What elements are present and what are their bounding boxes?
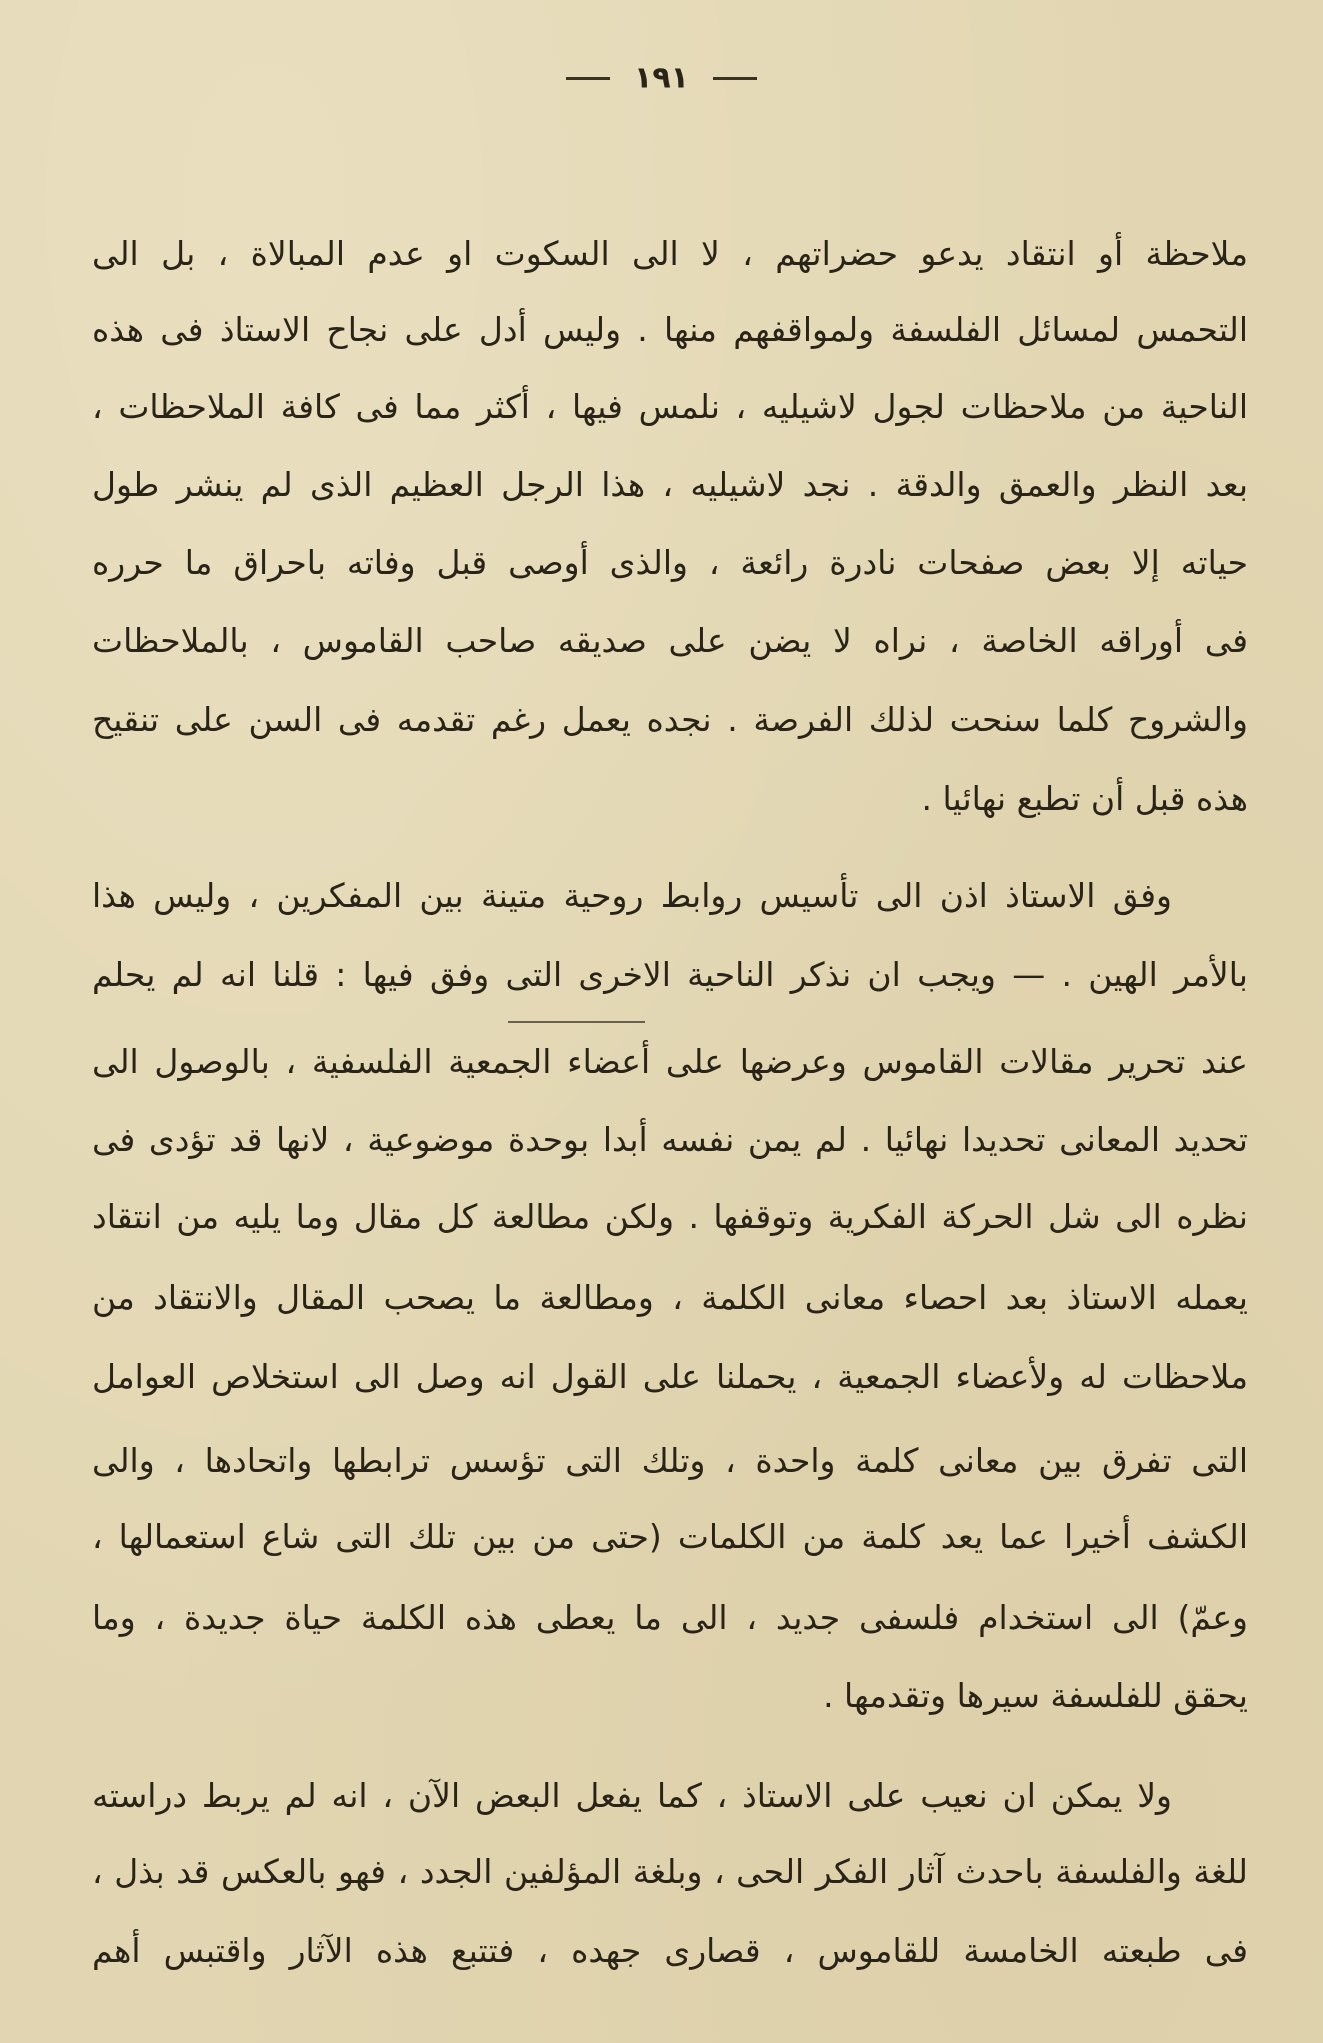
text-line: عند تحرير مقالات القاموس وعرضها على أعضاء الجمعية الفلسفية ، بالوصول الى <box>92 1042 1248 1081</box>
text-line: فى طبعته الخامسة للقاموس ، قصارى جهده ، فتتبع هذه الآثار واقتبس أهم <box>92 1931 1248 1970</box>
text-line: وعمّ) الى استخدام فلسفى جديد ، الى ما يعطى هذه الكلمة حياة جديدة ، وما <box>92 1598 1248 1637</box>
page-number-header <box>0 58 1323 99</box>
pencil-underline-mark <box>508 1021 645 1023</box>
text-line: يحقق للفلسفة سيرها وتقدمها . <box>823 1676 1248 1715</box>
text-line: تحديد المعانى تحديدا نهائيا . لم يمن نفسه أبدا بوحدة موضوعية ، لانها قد تؤدى فى <box>92 1120 1248 1159</box>
text-line: ملاحظة أو انتقاد يدعو حضراتهم ، لا الى السكوت او عدم المبالاة ، بل الى <box>92 234 1248 273</box>
text-line: الناحية من ملاحظات لجول لاشيليه ، نلمس فيها ، أكثر مما فى كافة الملاحظات ، <box>92 387 1248 426</box>
header-dash-left <box>566 77 610 80</box>
text-line: للغة والفلسفة باحدث آثار الفكر الحى ، وبلغة المؤلفين الجدد ، فهو بالعكس قد بذل ، <box>92 1852 1248 1891</box>
text-line: والشروح كلما سنحت لذلك الفرصة . نجده يعمل رغم تقدمه فى السن على تنقيح <box>92 700 1248 739</box>
text-line: هذه قبل أن تطبع نهائيا . <box>921 779 1248 818</box>
text-line: الكشف أخيرا عما يعد كلمة من الكلمات (حتى من بين تلك التى شاع استعمالها ، <box>92 1517 1248 1556</box>
text-line: وفق الاستاذ اذن الى تأسيس روابط روحية متينة بين المفكرين ، وليس هذا <box>92 876 1172 915</box>
text-line: التى تفرق بين معانى كلمة واحدة ، وتلك التى تؤسس ترابطها واتحادها ، والى <box>92 1441 1248 1480</box>
header-dash-right <box>713 77 757 80</box>
text-line: ولا يمكن ان نعيب على الاستاذ ، كما يفعل البعض الآن ، انه لم يربط دراسته <box>92 1776 1172 1815</box>
text-line: التحمس لمسائل الفلسفة ولمواقفهم منها . وليس أدل على نجاح الاستاذ فى هذه <box>92 310 1248 349</box>
page-number: ١٩١ <box>634 60 689 96</box>
text-line: ملاحظات له ولأعضاء الجمعية ، يحملنا على القول انه وصل الى استخلاص العوامل <box>92 1357 1248 1396</box>
text-line: حياته إلا بعض صفحات نادرة رائعة ، والذى أوصى قبل وفاته باحراق ما حرره <box>92 543 1248 582</box>
text-line: بالأمر الهين . — ويجب ان نذكر الناحية الاخرى التى وفق فيها : قلنا انه لم يحلم <box>92 955 1248 994</box>
text-line: يعمله الاستاذ بعد احصاء معانى الكلمة ، ومطالعة ما يصحب المقال والانتقاد من <box>92 1278 1248 1317</box>
text-line: بعد النظر والعمق والدقة . نجد لاشيليه ، هذا الرجل العظيم الذى لم ينشر طول <box>92 465 1248 504</box>
text-line: نظره الى شل الحركة الفكرية وتوقفها . ولكن مطالعة كل مقال وما يليه من انتقاد <box>92 1197 1248 1236</box>
text-line: فى أوراقه الخاصة ، نراه لا يضن على صديقه صاحب القاموس ، بالملاحظات <box>92 621 1248 660</box>
